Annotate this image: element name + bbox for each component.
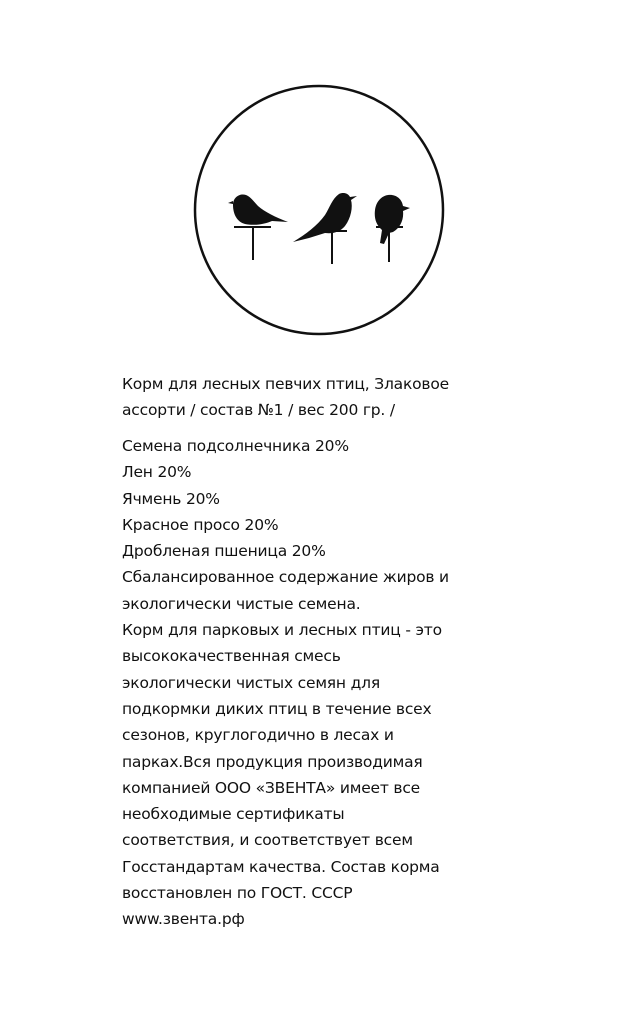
composition-item: Лен 20% xyxy=(122,463,192,482)
description-line: сезонов, круглогодично в лесах и xyxy=(122,726,394,745)
description-line: экологически чистых семян для xyxy=(122,673,380,692)
composition-item: Семена подсолнечника 20% xyxy=(122,437,349,455)
bird-middle-icon xyxy=(293,193,357,264)
brand-logo xyxy=(193,84,445,336)
description-line: восстановлен по ГОСТ. СССР xyxy=(122,884,353,903)
composition-item: Красное просо 20% xyxy=(122,515,279,534)
description-line: экологически чистые семена. xyxy=(122,594,361,613)
heading-line: Корм для лесных певчих птиц, Злаковое xyxy=(122,375,449,393)
product-heading xyxy=(122,371,542,423)
heading-line: ассорти / состав №1 / вес 200 гр. / xyxy=(122,401,395,419)
three-birds-on-perches-logo xyxy=(193,84,445,336)
bird-left-icon xyxy=(228,194,288,260)
description-line: Госстандартам качества. Состав корма xyxy=(122,857,440,876)
description-line: необходимые сертификаты xyxy=(122,805,345,824)
description-line: парках.Вся продукция производимая xyxy=(122,752,423,771)
product-label-text xyxy=(122,371,542,933)
description-line: Корм для парковых и лесных птиц - это xyxy=(122,621,442,640)
website-url: www.звента.рф xyxy=(122,910,245,929)
composition-list xyxy=(122,433,542,564)
bird-right-icon xyxy=(375,195,410,262)
description-line: подкормки диких птиц в течение всех xyxy=(122,699,432,718)
logo-circle-outline xyxy=(195,86,443,334)
description-line: высококачественная смесь xyxy=(122,647,341,666)
composition-item: Ячмень 20% xyxy=(122,489,220,508)
description-line: соответствия, и соответствует всем xyxy=(122,831,413,850)
composition-item: Дробленая пшеница 20% xyxy=(122,542,326,561)
product-description xyxy=(122,564,542,932)
description-line: Сбалансированное содержание жиров и xyxy=(122,568,449,587)
description-line: компанией ООО «ЗВЕНТА» имеет все xyxy=(122,778,421,797)
